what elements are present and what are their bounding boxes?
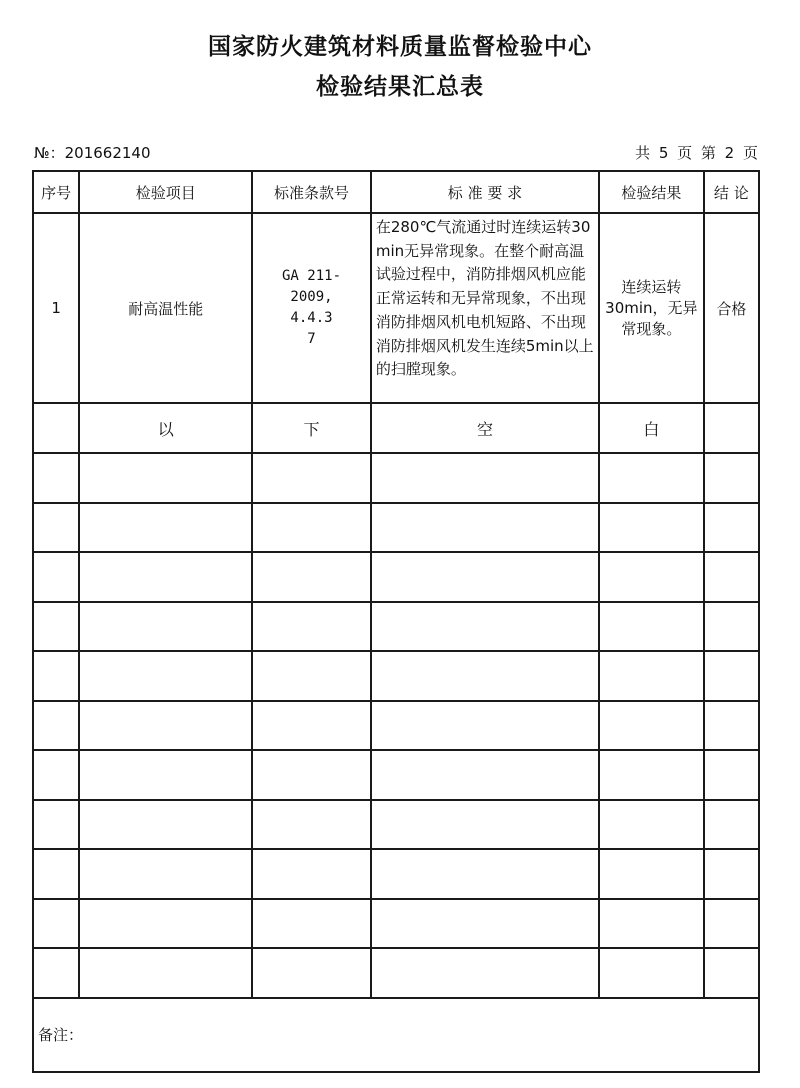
results-table xyxy=(32,170,760,1073)
cell-empty xyxy=(33,403,79,453)
header-requirement: 标 准 要 求 xyxy=(371,171,599,213)
cell-seq: 1 xyxy=(33,213,79,403)
header-seq: 序号 xyxy=(33,171,79,213)
header-item: 检验项目 xyxy=(79,171,252,213)
report-number: №：201662140 xyxy=(34,144,151,162)
table-row xyxy=(33,213,759,403)
empty-row xyxy=(33,849,759,899)
empty-row xyxy=(33,899,759,949)
note-row xyxy=(33,998,759,1072)
header-standard: 标准条款号 xyxy=(252,171,371,213)
blank-mark: 白 xyxy=(599,403,704,453)
standard-line: 4.4.3 xyxy=(290,310,333,326)
header-conclusion: 结 论 xyxy=(704,171,759,213)
table-header-row xyxy=(33,171,759,213)
cell-conclusion: 合格 xyxy=(704,213,759,403)
empty-row xyxy=(33,651,759,701)
document-subtitle: 检验结果汇总表 xyxy=(316,74,484,100)
document-title: 国家防火建筑材料质量监督检验中心 xyxy=(208,34,592,60)
page-info: 共 5 页 第 2 页 xyxy=(635,144,760,162)
cell-standard xyxy=(252,213,371,403)
cell-requirement: 在280℃气流通过时连续运转30min无异常现象。在整个耐高温试验过程中，消防排烟风机应能正常运转和无异常现象，不出现消防排烟风机电机短路、不出现消防排烟风机发生连续5min以上的扫膛现象。 xyxy=(371,213,599,403)
empty-row xyxy=(33,453,759,503)
blank-mark: 以 xyxy=(79,403,252,453)
cell-empty xyxy=(704,403,759,453)
empty-row xyxy=(33,750,759,800)
header-result: 检验结果 xyxy=(599,171,704,213)
note-label: 备注： xyxy=(33,998,759,1072)
empty-row xyxy=(33,800,759,850)
empty-row xyxy=(33,701,759,751)
empty-row xyxy=(33,552,759,602)
blank-marker-row xyxy=(33,403,759,453)
empty-row xyxy=(33,503,759,553)
standard-line: 7 xyxy=(307,331,316,347)
cell-item: 耐高温性能 xyxy=(79,213,252,403)
empty-row xyxy=(33,948,759,998)
standard-line: GA 211- xyxy=(282,268,342,284)
standard-line: 2009, xyxy=(290,289,333,305)
empty-row xyxy=(33,602,759,652)
cell-result: 连续运转30min，无异常现象。 xyxy=(599,213,704,403)
blank-mark: 空 xyxy=(371,403,599,453)
blank-mark: 下 xyxy=(252,403,371,453)
